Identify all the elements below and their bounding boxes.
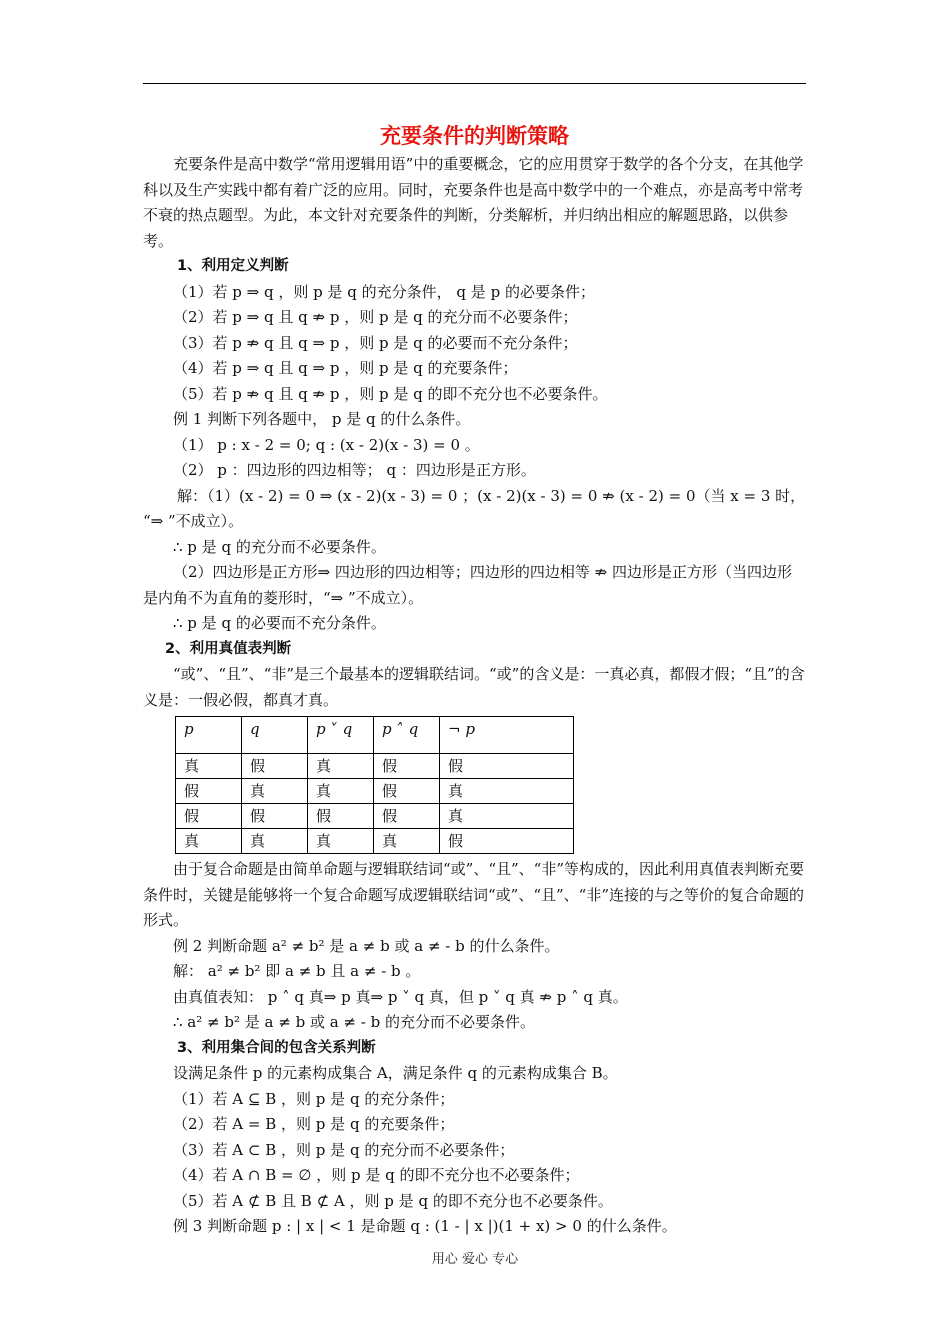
- section-heading-3: 3、利用集合间的包含关系判断: [177, 1039, 376, 1056]
- set-item: （2）若 A = B ，则 p 是 q 的充要条件；: [173, 1115, 455, 1133]
- set-intro: 设满足条件 p 的元素构成集合 A，满足条件 q 的元素构成集合 B。: [173, 1064, 618, 1082]
- truth-table-cell: 真: [374, 829, 440, 854]
- truth-table-cell: 假: [176, 779, 242, 804]
- truth-table-cell: 真: [440, 779, 574, 804]
- definition-item: （1）若 p ⇒ q ，则 p 是 q 的充分条件， q 是 p 的必要条件；: [173, 282, 595, 301]
- example-1-part: （1） p : x - 2 = 0; q : (x - 2)(x - 3) = 0 。: [173, 435, 480, 454]
- example-1-conclusion-2: ∴ p 是 q 的必要而不充分条件。: [173, 614, 386, 632]
- page-title: 充要条件的判断策略: [380, 124, 569, 148]
- example-2-conclusion: ∴ a² ≠ b² 是 a ≠ b 或 a ≠ - b 的充分而不必要条件。: [173, 1013, 535, 1031]
- intro-paragraph: 充要条件是高中数学“常用逻辑用语”中的重要概念，它的应用贯穿于数学的各个分支，在其他学科以及生产实践中都有着广泛的应用。同时，充要条件也是高中数学中的一个难点，亦是高考中常考不衰的热点题型。为此，本文针对充要条件的判断，分类解析，并归纳出相应的解题思路，以供参考。: [143, 155, 804, 250]
- set-item: （5）若 A ⊄ B 且 B ⊄ A ，则 p 是 q 的即不充分也不必要条件。: [173, 1191, 613, 1210]
- truth-table-header-cell: p ˅ q: [308, 717, 374, 754]
- example-1-part: （2） p ：四边形的四边相等； q ：四边形是正方形。: [173, 461, 536, 479]
- truth-table-header-cell: p ˄ q: [374, 717, 440, 754]
- truth-table-header-cell: p: [176, 717, 242, 754]
- example-2-truth-note: 由真值表知： p ˄ q 真⇒ p 真⇒ p ˅ q 真，但 p ˅ q 真 ⇏ p ˄ q 真。: [173, 987, 628, 1006]
- truth-table-cell: 假: [308, 804, 374, 829]
- truth-table-cell: 假: [374, 804, 440, 829]
- truth-table-cell: 真: [176, 754, 242, 779]
- truth-table-cell: 假: [242, 804, 308, 829]
- truth-table-cell: 真: [242, 779, 308, 804]
- truth-table-cell: 假: [440, 829, 574, 854]
- truth-table-header-cell: ¬ p: [440, 717, 574, 754]
- example-1-solution-2: （2）四边形是正方形⇒ 四边形的四边相等；四边形的四边相等 ⇏ 四边形是正方形（当四边形是内角不为直角的菱形时，“⇒ ”不成立）。: [143, 563, 792, 607]
- example-1-solution-cont: “⇒ ”不成立）。: [143, 512, 244, 530]
- logic-connective-intro: “或”、“且”、“非”是三个最基本的逻辑联结词。“或”的含义是：一真必真，都假才假；“且”的含义是：一假必假，都真才真。: [143, 665, 805, 709]
- truth-table-cell: 真: [242, 829, 308, 854]
- truth-table-header-cell: q: [242, 717, 308, 754]
- section-heading-2: 2、利用真值表判断: [165, 640, 292, 657]
- truth-table: [175, 716, 574, 854]
- set-item: （1）若 A ⊆ B ，则 p 是 q 的充分条件；: [173, 1089, 455, 1108]
- truth-table-cell: 真: [308, 754, 374, 779]
- truth-table-cell: 真: [440, 804, 574, 829]
- truth-table-row: [176, 754, 574, 779]
- example-2-statement: 例 2 判断命题 a² ≠ b² 是 a ≠ b 或 a ≠ - b 的什么条件。: [173, 936, 560, 955]
- truth-table-row: [176, 804, 574, 829]
- example-2-solution: 解： a² ≠ b² 即 a ≠ b 且 a ≠ - b 。: [173, 962, 421, 980]
- page-footer: 用心 爱心 专心: [431, 1252, 519, 1267]
- truth-table-row: [176, 829, 574, 854]
- truth-table-cell: 假: [374, 754, 440, 779]
- truth-table-cell: 真: [308, 779, 374, 804]
- example-1-statement: 例 1 判断下列各题中， p 是 q 的什么条件。: [173, 410, 471, 428]
- example-1-conclusion: ∴ p 是 q 的充分而不必要条件。: [173, 537, 386, 556]
- definition-item: （2）若 p ⇒ q 且 q ⇏ p ，则 p 是 q 的充分而不必要条件；: [173, 308, 578, 326]
- definition-item: （3）若 p ⇏ q 且 q ⇒ p ，则 p 是 q 的必要而不充分条件；: [173, 333, 578, 352]
- set-item: （4）若 A ∩ B = ∅ ，则 p 是 q 的即不充分也不必要条件；: [173, 1166, 580, 1184]
- set-item: （3）若 A ⊂ B ，则 p 是 q 的充分而不必要条件；: [173, 1140, 515, 1159]
- truth-table-cell: 假: [374, 779, 440, 804]
- example-3-statement: 例 3 判断命题 p : | x | < 1 是命题 q : (1 - | x |)(1 + x) > 0 的什么条件。: [173, 1217, 677, 1235]
- truth-table-cell: 假: [242, 754, 308, 779]
- compound-proposition-paragraph: 由于复合命题是由简单命题与逻辑联结词“或”、“且”、“非”等构成的，因此利用真值表判断充要条件时，关键是能够将一个复合命题写成逻辑联结词“或”、“且”、“非”连接的与之等价的复合命题的形式。: [143, 860, 805, 929]
- truth-table-cell: 真: [176, 829, 242, 854]
- truth-table-cell: 真: [308, 829, 374, 854]
- truth-table-cell: 假: [440, 754, 574, 779]
- truth-table-cell: 假: [176, 804, 242, 829]
- truth-table-header: [176, 717, 574, 754]
- header-rule: [143, 83, 806, 84]
- section-heading-1: 1、利用定义判断: [177, 258, 289, 274]
- definition-item: （4）若 p ⇒ q 且 q ⇒ p ，则 p 是 q 的充要条件；: [173, 359, 518, 377]
- document-body: [143, 120, 806, 1240]
- definition-item: （5）若 p ⇏ q 且 q ⇏ p ，则 p 是 q 的即不充分也不必要条件。: [173, 384, 608, 403]
- truth-table-row: [176, 779, 574, 804]
- example-1-solution: 解：（1）(x - 2) = 0 ⇒ (x - 2)(x - 3) = 0 ；(x - 2)(x - 3) = 0 ⇏ (x - 2) = 0（当 x = 3 时，: [177, 486, 806, 505]
